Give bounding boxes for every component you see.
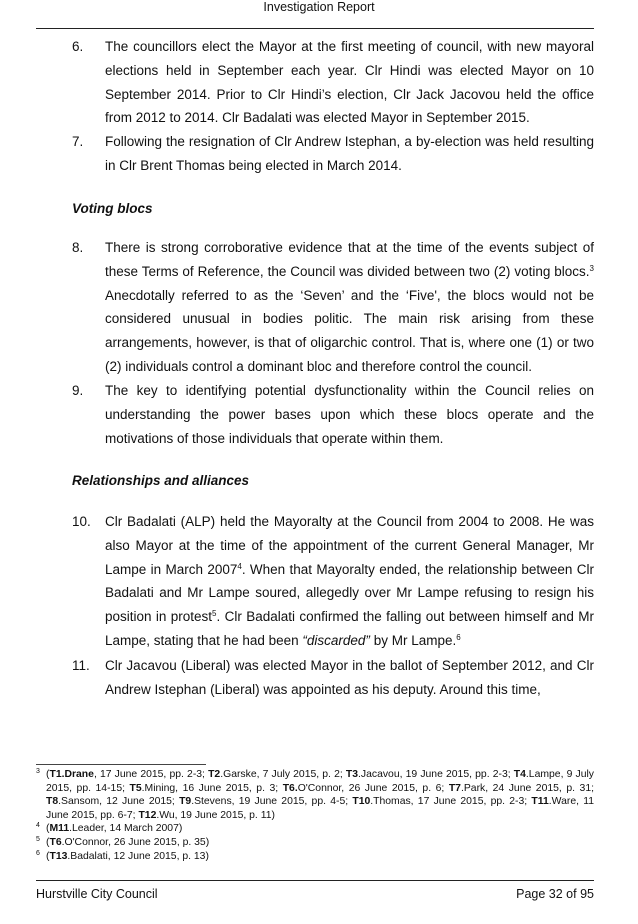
paragraph-number: 8.: [72, 240, 84, 255]
footnote-text: .Thomas, 17 June 2015, pp. 2-3;: [370, 796, 532, 808]
paragraph-text-cont: Anecdotally referred to as the ‘Seven’ and the ‘Five', the blocs would not be considered unusual in bodies politic. The main risk arising from these arrangements, however, is that of oligarchic control. That is, where one (1) or two (2) individuals control a dominant bloc and therefore control the council.: [105, 287, 594, 374]
footer-rule: [36, 880, 594, 881]
paragraph-text-cont: by Mr Lampe.: [369, 632, 457, 648]
paragraph-text: The key to identifying potential dysfunctionality within the Council relies on understanding the power bases upon which these blocs operate and the motivations of those individuals that operate within them.: [105, 383, 594, 446]
footnote-text: .Sansom, 12 June 2015;: [58, 796, 180, 808]
footnote-text: .Leader, 14 March 2007): [69, 823, 183, 835]
footnote-mark: 4: [36, 822, 40, 830]
footnote-source-code: T8: [46, 796, 59, 808]
footnote-source-code: T6.: [282, 782, 298, 794]
paragraph-number: 7.: [72, 134, 84, 149]
footnote-text: .Lampe, 9 July 2015, pp. 14-15;: [46, 769, 594, 794]
paragraph-number: 11.: [72, 658, 90, 673]
footnote-text: .Mining, 16 June 2015, p. 3;: [141, 782, 283, 794]
paragraph-text: There is strong corroborative evidence that at the time of the events subject of these Terms of Reference, the Council was divided between two (2) voting blocs.: [105, 240, 594, 279]
footnote-mark: 6: [36, 849, 40, 857]
paragraph-6: [72, 35, 594, 130]
footnote-text: .Park, 24 June 2015, p. 31;: [460, 782, 594, 794]
footnote-text: .O'Connor, 26 June 2015, p. 35): [61, 836, 210, 848]
paragraph-number: 6.: [72, 39, 84, 54]
footnote-source-code: T10: [352, 796, 371, 808]
footnote-5: 5 (T6.O'Connor, 26 June 2015, p. 35): [36, 836, 594, 850]
footnotes: [36, 768, 594, 863]
paragraph-9: [72, 379, 594, 450]
footnote-source-code: T7: [448, 782, 461, 794]
page-header: Investigation Report: [263, 0, 375, 14]
footnote-ref[interactable]: 5: [212, 609, 217, 619]
footnote-text: .Jacavou, 19 June 2015, pp. 2-3;: [358, 769, 514, 780]
footnote-source-code: T13: [49, 850, 68, 862]
paragraph-number: 9.: [72, 383, 84, 398]
footnote-source-code: T3: [345, 769, 359, 780]
footnote-source-code: M11: [49, 823, 70, 835]
footnote-source-code: T2: [208, 769, 221, 780]
paragraph-8: [72, 236, 594, 379]
footnote-source-code: T6: [49, 836, 62, 848]
footnote-source-code: T9: [179, 796, 192, 808]
footnote-source-code: T5: [129, 782, 142, 794]
footnote-ref[interactable]: 4: [237, 561, 242, 571]
paragraph-7: [72, 130, 594, 178]
section-heading-relationships: Relationships and alliances: [72, 473, 250, 488]
header-rule: [36, 28, 594, 29]
footnote-text: .Stevens, 19 June 2015, pp. 4-5;: [191, 796, 353, 808]
footnote-source-code: T1.Drane: [49, 769, 94, 780]
page-number: Page 32 of 95: [516, 887, 594, 901]
footnote-separator: [36, 764, 206, 765]
paragraph-11: [72, 654, 594, 702]
footnote-text: .Ware, 11 June 2015, pp. 6-7;: [46, 796, 594, 821]
footnote-ref[interactable]: 6: [456, 632, 461, 642]
footnote-text: O'Connor, 26 June 2015, p. 6;: [297, 782, 449, 794]
section-heading-voting-blocs: Voting blocs: [72, 201, 153, 216]
paragraph-10: [72, 510, 594, 653]
footnote-mark: 5: [36, 835, 40, 843]
footnote-4: 4 (M11.Leader, 14 March 2007): [36, 822, 594, 836]
paragraph-text-cont: . Clr Badalati confirmed the falling out between himself and Mr Lampe, stating that he had been: [105, 609, 594, 648]
footnote-source-code: T12: [138, 809, 157, 821]
paragraph-text-cont: . When that Mayoralty ended, the relationship between Clr Badalati and Mr Lampe soured, allegedly over Mr Lampe refusing to resign his position in protest: [105, 561, 594, 625]
footer-organisation: Hurstville City Council: [36, 887, 158, 901]
footnote-text: .Wu, 19 June 2015, p. 11): [156, 809, 275, 821]
footnote-source-code: T11: [531, 796, 549, 808]
paragraph-text: Clr Jacavou (Liberal) was elected Mayor in the ballot of September 2012, and Clr Andrew Istephan (Liberal) was appointed as his deputy. Around this time,: [105, 658, 594, 697]
quoted-word: “discarded”: [302, 632, 370, 648]
footnote-text: , 17 June 2015, pp. 2-3;: [93, 769, 209, 780]
footnote-3: 3 (T1.Drane, 17 June 2015, pp. 2-3; T2.Garske, 7 July 2015, p. 2; T3.Jacavou, 19 June 2015, pp. 2-3; T4.Lampe, 9 July 2015, pp. 14-15; T5.Mining, 16 June 2015, p. 3; T6.O'Connor, 26 June 2015, p. 6; T7.Park, 24 June 2015, p. 31; T8.Sansom, 12 June 2015; T9.Stevens, 19 June 2015, pp. 4-5; T10.Thomas, 17 June 2015, pp. 2-3; T11.Ware, 11 June 2015, pp. 6-7; T12.Wu, 19 June 2015, p. 11): [36, 768, 594, 822]
footnote-text: .Badalati, 12 June 2015, p. 13): [67, 850, 209, 862]
footnote-source-code: T4: [513, 769, 526, 780]
footnote-mark: 3: [36, 768, 40, 775]
paragraph-text: The councillors elect the Mayor at the first meeting of council, with new mayoral elections held in September each year. Clr Hindi was elected Mayor on 10 September 2014. Prior to Clr Hindi’s election, Clr Jack Jacovou held the office from 2012 to 2014. Clr Badalati was elected Mayor in September 2015.: [105, 39, 594, 126]
paragraph-text: Clr Badalati (ALP) held the Mayoralty at the Council from 2004 to 2008. He was also Mayor at the time of the appointment of the current General Manager, Mr Lampe in March 2007: [105, 514, 594, 577]
paragraph-number: 10.: [72, 514, 91, 529]
footnote-ref[interactable]: 3: [589, 263, 594, 273]
footnote-text: .Garske, 7 July 2015, p. 2;: [220, 769, 346, 780]
footnote-6: 6 (T13.Badalati, 12 June 2015, p. 13): [36, 850, 594, 864]
paragraph-text: Following the resignation of Clr Andrew Istephan, a by-election was held resulting in Clr Brent Thomas being elected in March 2014.: [105, 134, 594, 173]
